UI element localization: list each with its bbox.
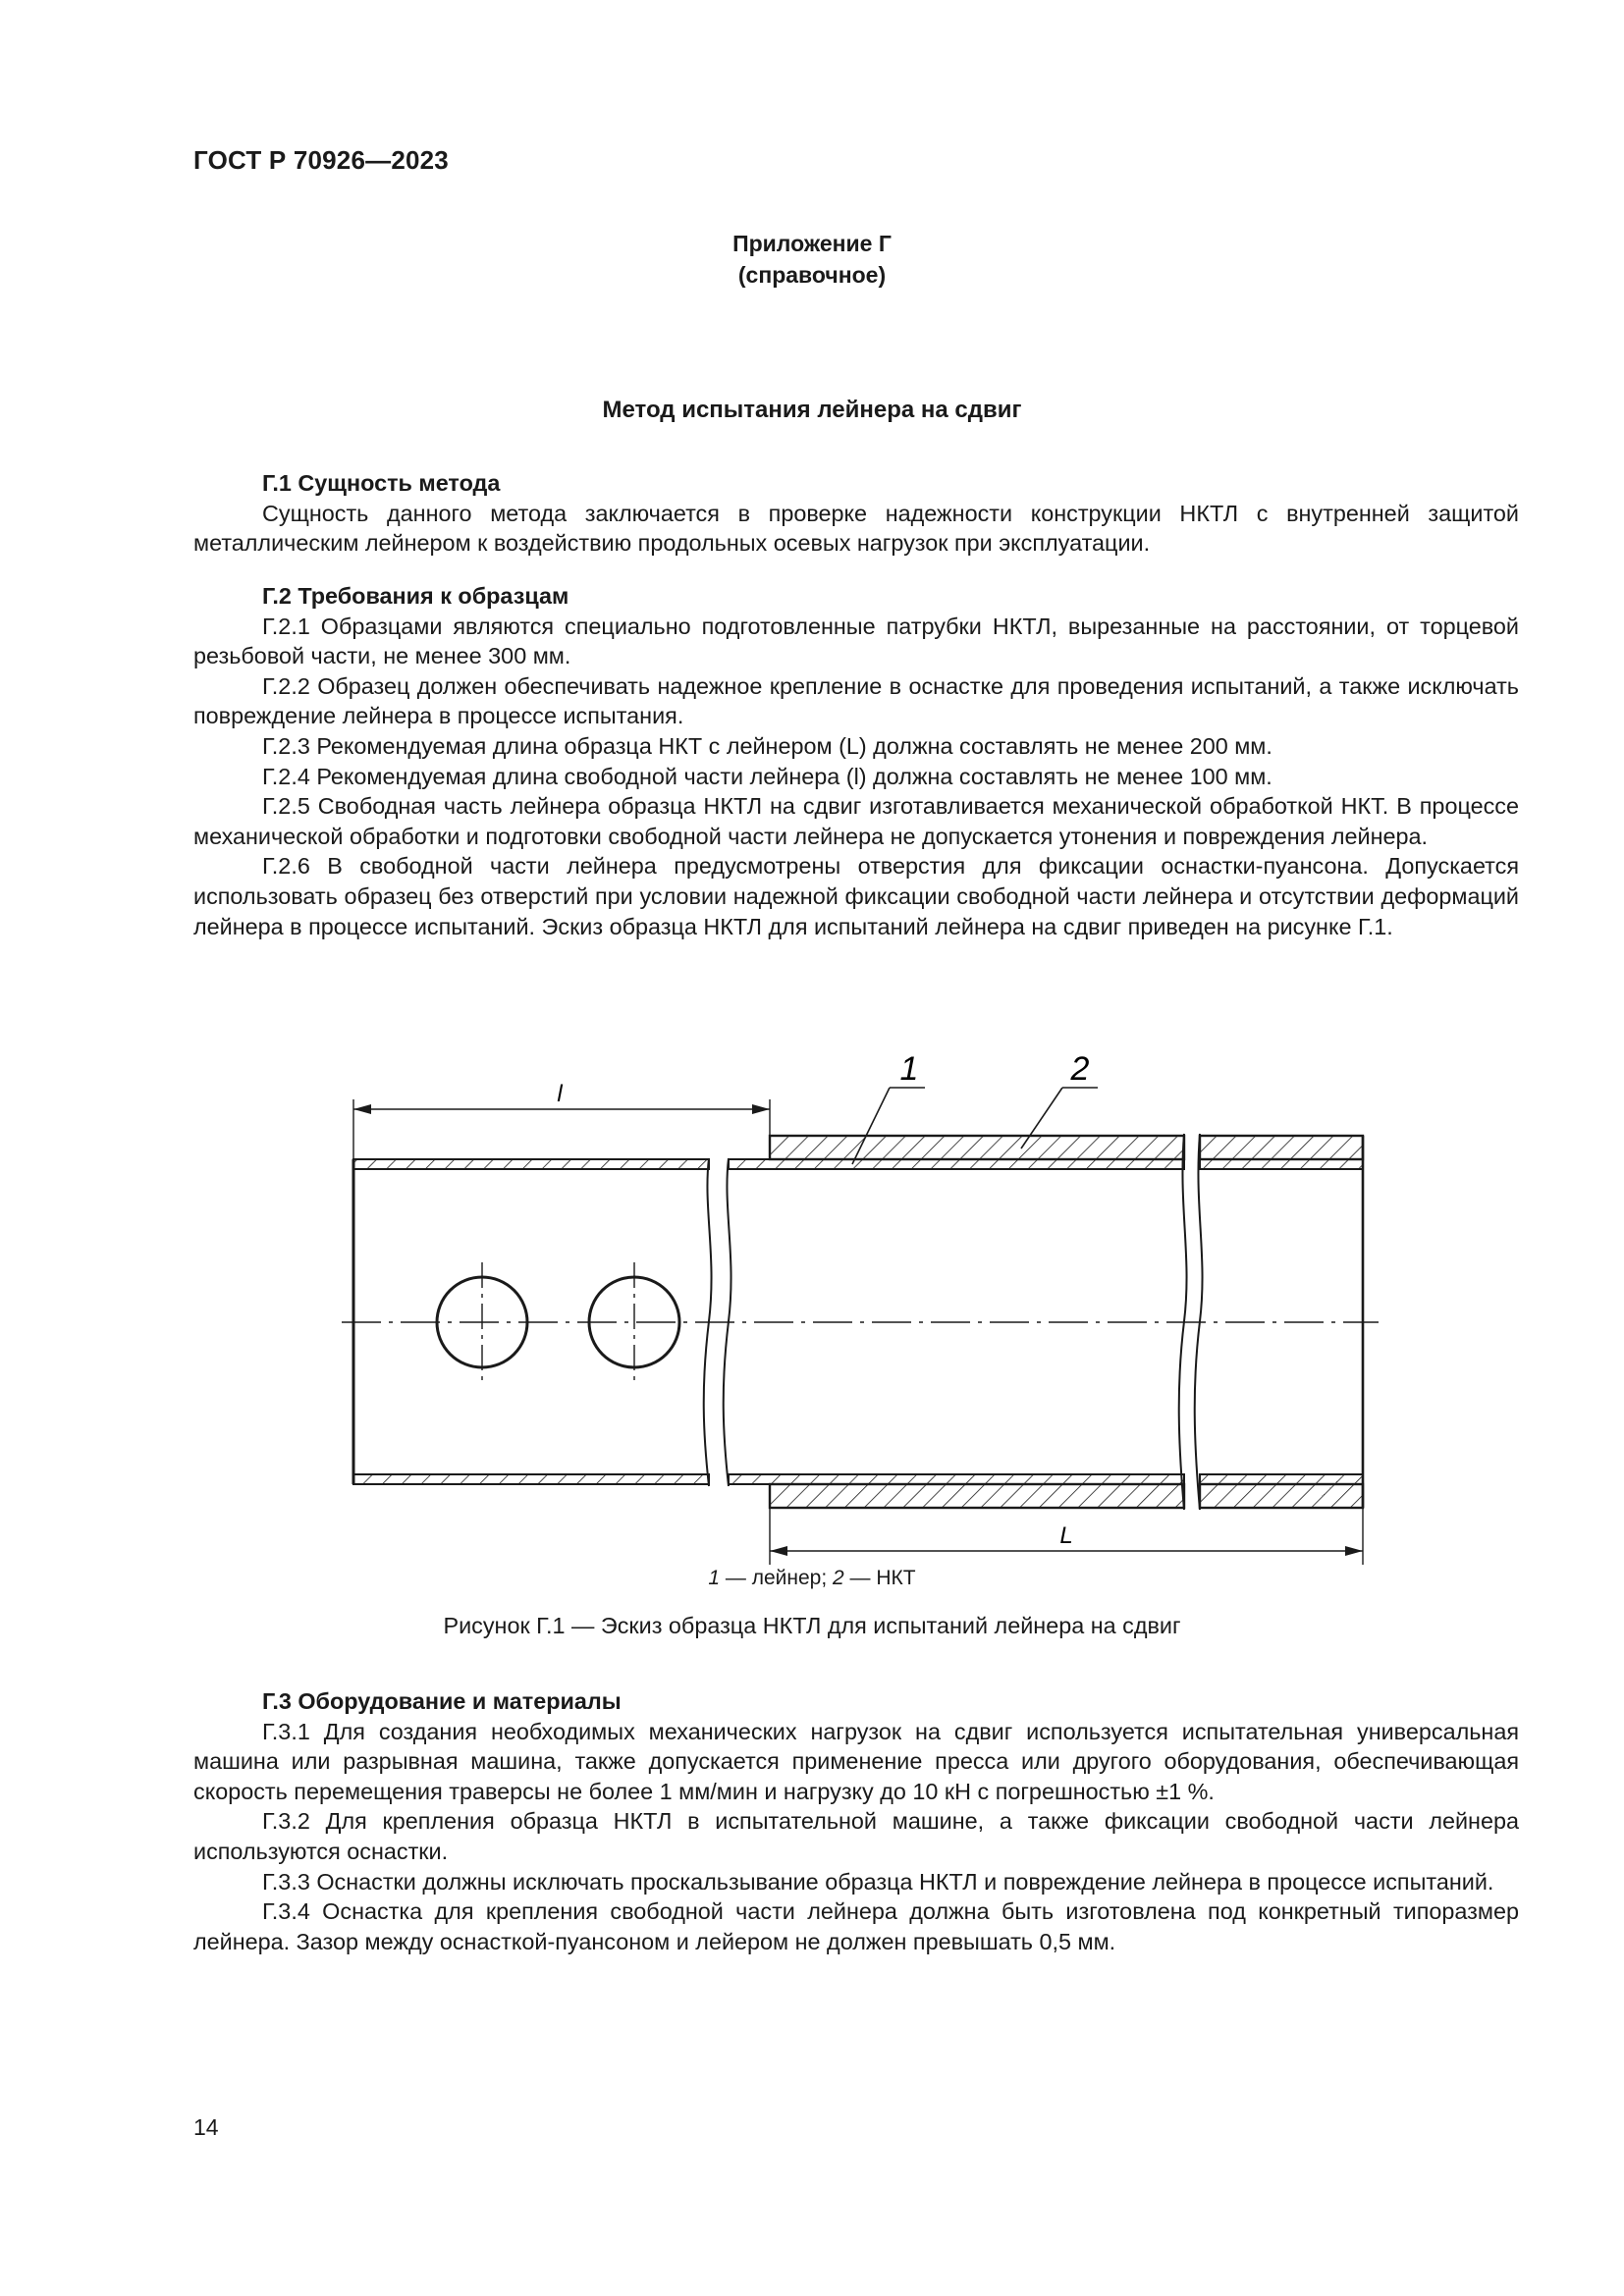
paragraph: Г.3.2 Для крепления образца НКТЛ в испытательной машине, а также фиксации свободной части лейнера используются оснастки.	[193, 1808, 1519, 1864]
legend-num-1: 1	[708, 1567, 721, 1589]
tubing-wall-top-mid	[770, 1136, 1184, 1159]
liner-wall-bottom-mid	[729, 1474, 1184, 1484]
liner-wall-bottom-right	[1200, 1474, 1363, 1484]
paragraph: Г.3.3 Оснастки должны исключать проскальзывание образца НКТЛ и повреждение лейнера в процессе испытаний.	[262, 1868, 1494, 1895]
dim-L-arrow-left	[770, 1546, 787, 1556]
tubing-wall-bottom-mid	[770, 1484, 1184, 1508]
annex-title: Метод испытания лейнера на сдвиг	[602, 397, 1022, 423]
figure-legend	[0, 1567, 1624, 1590]
liner-wall-bottom-left	[353, 1474, 709, 1484]
annex-label: Приложение Г	[732, 231, 892, 256]
paragraph: Г.2.3 Рекомендуемая длина образца НКТ с лейнером (L) должна составлять не менее 200 мм.	[262, 732, 1272, 759]
paragraph: Г.2.6 В свободной части лейнера предусмотрены отверстия для фиксации оснастки-пуансона. Допускается использовать образец без отверстий при условии надежной фиксации свободной части лейнера и отсутствии деформаций лейнера в процессе испытаний. Эскиз образца НКТЛ для испытаний лейнера на сдвиг приведен на рисунке Г.1.	[193, 853, 1519, 939]
section-1-heading: Г.1 Сущность метода	[262, 470, 501, 496]
liner-wall-top-left	[353, 1159, 709, 1169]
page-number: 14	[193, 2114, 219, 2140]
liner-wall-top-right	[1200, 1159, 1363, 1169]
paragraph: Г.3.4 Оснастка для крепления свободной части лейнера должна быть изготовлена под конкретный типоразмер лейнера. Зазор между оснасткой-пуансоном и лейером не должен превышать 0,5 мм.	[193, 1898, 1519, 1954]
section-1	[193, 468, 1519, 559]
section-3-heading: Г.3 Оборудование и материалы	[262, 1688, 622, 1714]
figure-caption: Рисунок Г.1 — Эскиз образца НКТЛ для испытаний лейнера на сдвиг	[443, 1613, 1181, 1638]
tubing-wall-bottom-right	[1200, 1484, 1363, 1508]
legend-text-2: — НКТ	[843, 1567, 916, 1589]
annex-type: (справочное)	[737, 262, 887, 288]
liner-wall-top-mid	[729, 1159, 1184, 1169]
paragraph: Г.2.2 Образец должен обеспечивать надежное крепление в оснастке для проведения испытаний, а также исключать повреждение лейнера в процессе испытания.	[193, 672, 1519, 729]
dim-L-arrow-right	[1345, 1546, 1363, 1556]
callout-1: 1	[899, 1050, 919, 1088]
annex-heading	[0, 228, 1624, 291]
section-2-heading: Г.2 Требования к образцам	[262, 583, 569, 609]
dim-l-label: l	[557, 1081, 563, 1107]
paragraph: Г.3.1 Для создания необходимых механических нагрузок на сдвиг используется испытательная универсальная машина или разрывная машина, также допускается применение пресса или другого оборудования, обеспечивающая скорость перемещения траверсы не более 1 мм/мин и нагрузку до 10 кН с погрешностью ±1 %.	[193, 1718, 1519, 1804]
paragraph: Г.2.4 Рекомендуемая длина свободной части лейнера (l) должна составлять не менее 100 мм.	[262, 763, 1272, 789]
legend-text-1: — лейнер;	[720, 1567, 834, 1589]
paragraph: Сущность данного метода заключается в проверке надежности конструкции НКТЛ с внутренней защитой металлическим лейнером к воздействию продольных осевых нагрузок при эксплуатации.	[193, 500, 1519, 557]
specimen-sketch	[324, 1021, 1404, 1571]
standard-id: ГОСТ Р 70926—2023	[193, 145, 449, 175]
dim-l-arrow-right	[752, 1104, 770, 1114]
dim-l-arrow-left	[353, 1104, 371, 1114]
tubing-wall-top-right	[1200, 1136, 1363, 1159]
paragraph: Г.2.1 Образцами являются специально подготовленные патрубки НКТЛ, вырезанные на расстоянии, от торцевой резьбовой части, не менее 300 мм.	[193, 613, 1519, 669]
section-3	[193, 1686, 1519, 1956]
callout-2: 2	[1070, 1050, 1090, 1088]
paragraph: Г.2.5 Свободная часть лейнера образца НКТЛ на сдвиг изготавливается механической обработкой НКТ. В процессе механической обработки и подготовки свободной части лейнера не допускается утонения и повреждения лейнера.	[193, 793, 1519, 849]
legend-num-2: 2	[833, 1567, 844, 1589]
section-2	[193, 581, 1519, 941]
dim-L-label: L	[1059, 1522, 1073, 1549]
